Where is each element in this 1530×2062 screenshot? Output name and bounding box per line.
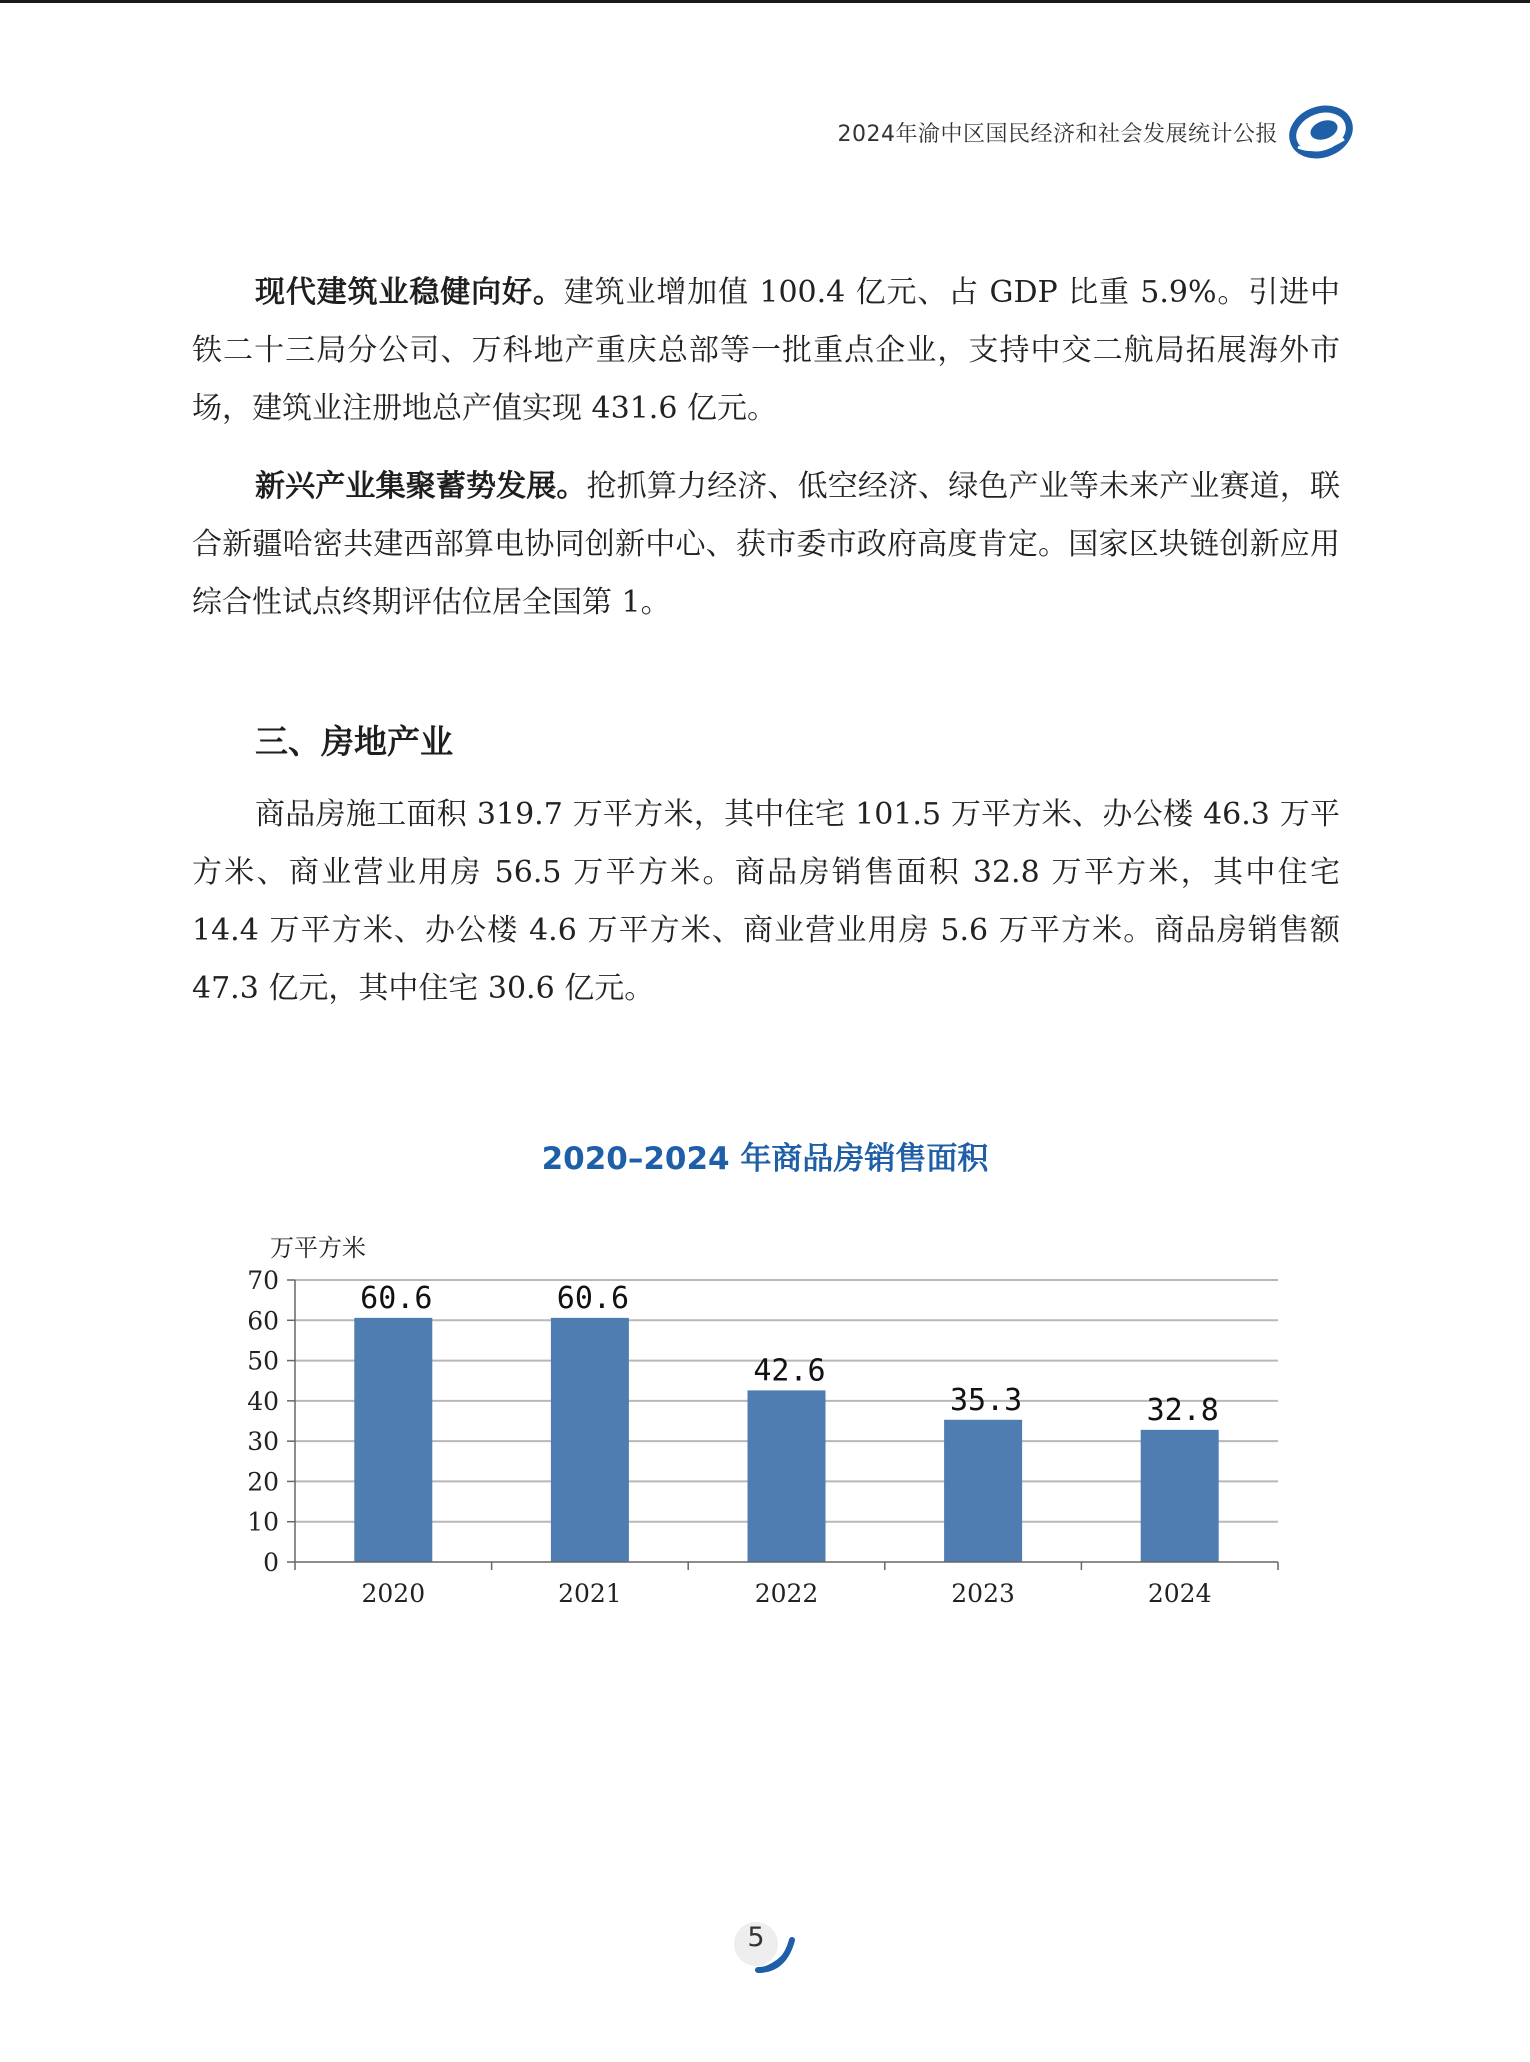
paragraph-lead: 新兴产业集聚蓄势发展。 bbox=[255, 469, 587, 504]
section-heading: 三、房地产业 bbox=[255, 722, 453, 761]
bar-2024 bbox=[1141, 1430, 1219, 1562]
data-label: 60.6 bbox=[556, 1280, 630, 1316]
x-tick-label: 2024 bbox=[1147, 1579, 1212, 1608]
paragraph-lead: 现代建筑业稳健向好。 bbox=[255, 275, 564, 310]
y-axis-label: 万平方米 bbox=[270, 1234, 366, 1262]
bureau-logo-icon bbox=[1288, 103, 1354, 161]
data-label: 60.6 bbox=[360, 1280, 433, 1316]
data-label: 32.8 bbox=[1146, 1392, 1219, 1428]
y-tick-label: 30 bbox=[247, 1427, 279, 1457]
data-label: 35.3 bbox=[949, 1382, 1023, 1418]
bar-series bbox=[354, 1281, 1219, 1562]
bar-2022 bbox=[748, 1390, 826, 1562]
sales-area-bar-chart bbox=[180, 1220, 1340, 1620]
y-tick-label: 40 bbox=[247, 1386, 279, 1416]
paragraph-body: 抢抓算力经济、低空经济、绿色产业等未来产业赛道，联合新疆哈密共建西部算电协同创新中心、获市委市政府高度肯定。国家区块链创新应用综合性试点终期评估位居全国第 1。 bbox=[192, 469, 1341, 620]
paragraph-body: 建筑业增加值 100.4 亿元、占 GDP 比重 5.9%。引进中铁二十三局分公司、万科地产重庆总部等一批重点企业，支持中交二航局拓展海外市场，建筑业注册地总产值实现 431.6 亿元。 bbox=[192, 275, 1341, 426]
real-estate-section bbox=[192, 712, 1340, 1038]
main-text-block bbox=[192, 264, 1340, 652]
bar-2023 bbox=[944, 1420, 1022, 1562]
page-number bbox=[730, 1916, 800, 1976]
y-tick-label: 10 bbox=[247, 1507, 279, 1537]
page-number-text: 5 bbox=[747, 1922, 765, 1953]
x-tick-label: 2021 bbox=[558, 1579, 622, 1608]
paragraph-construction bbox=[192, 264, 1340, 438]
y-tick-label: 60 bbox=[247, 1306, 279, 1336]
y-tick-label: 0 bbox=[263, 1548, 279, 1577]
report-title: 2024年渝中区国民经济和社会发展统计公报 bbox=[837, 121, 1278, 147]
x-tick-label: 2020 bbox=[361, 1579, 426, 1608]
chart-title: 2020–2024 年商品房销售面积 bbox=[541, 1141, 989, 1177]
y-tick-label: 50 bbox=[247, 1346, 279, 1376]
data-label: 42.6 bbox=[753, 1353, 826, 1389]
y-tick-label: 70 bbox=[247, 1266, 279, 1295]
x-tick-label: 2022 bbox=[754, 1579, 819, 1608]
paragraph-real-estate: 商品房施工面积 319.7 万平方米，其中住宅 101.5 万平方米、办公楼 46.3 万平方米、商业营业用房 56.5 万平方米。商品房销售面积 32.8 万平方米，其中住宅 14.4 万平方米、办公楼 4.6 万平方米、商业营业用房 5.6 万平方米。商品房销售额 47.3 亿元，其中住宅 30.6 亿元。 bbox=[192, 797, 1340, 1006]
x-tick-label: 2023 bbox=[951, 1579, 1015, 1608]
page-header bbox=[838, 108, 1355, 156]
top-border-rule bbox=[0, 0, 1530, 3]
bar-2021 bbox=[551, 1318, 629, 1562]
paragraph-emerging-industry bbox=[192, 458, 1340, 632]
y-tick-label: 20 bbox=[247, 1467, 279, 1497]
bar-2020 bbox=[354, 1318, 432, 1562]
